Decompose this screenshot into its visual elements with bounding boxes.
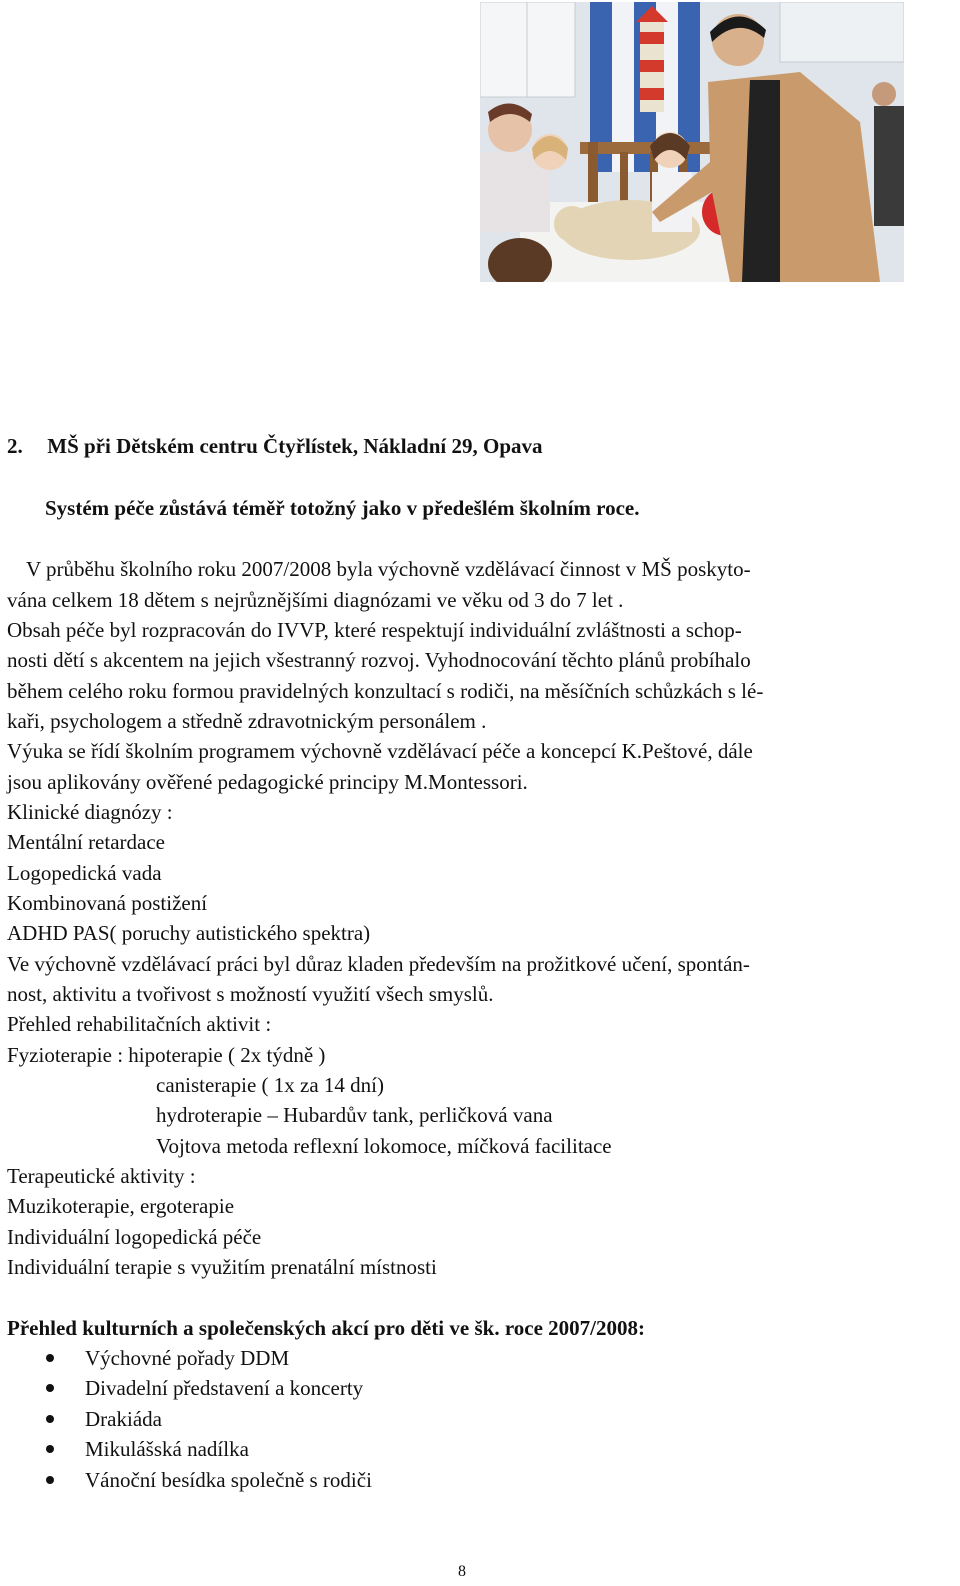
diagnoses-heading: Klinické diagnózy : — [7, 800, 173, 824]
section-heading — [7, 431, 543, 461]
bullet-icon — [46, 1384, 54, 1392]
physiotherapy-line: Fyzioterapie : hipoterapie ( 2x týdně ) — [7, 1043, 326, 1067]
photo-children-therapy — [480, 2, 904, 282]
paragraph-line: během celého roku formou pravidelných konzultací s rodiči, na měsíčních schůzkách s lé- — [7, 679, 764, 703]
paragraph-line: V průběhu školního roku 2007/2008 byla výchovně vzdělávací činnost v MŠ poskyto- — [26, 557, 751, 581]
diagnosis-item: Mentální retardace — [7, 830, 165, 854]
diagnosis-item: Kombinovaná postižení — [7, 891, 208, 915]
diagnosis-item: Logopedická vada — [7, 861, 162, 885]
bullet-icon — [46, 1354, 54, 1362]
list-item-label: Vánoční besídka společně s rodiči — [85, 1468, 372, 1492]
therapy-subline: hydroterapie – Hubardův tank, perličková vana — [156, 1103, 553, 1127]
subheading: Systém péče zůstává téměř totožný jako v předešlém školním roce. — [45, 496, 640, 520]
activity-item: Muzikoterapie, ergoterapie — [7, 1194, 235, 1218]
list-item-label: Divadelní představení a koncerty — [85, 1376, 364, 1400]
paragraph-line: kaři, psychologem a středně zdravotnickým personálem . — [7, 709, 487, 733]
paragraph-line: Ve výchovně vzdělávací práci byl důraz kladen především na prožitkové učení, spontán- — [7, 952, 750, 976]
list-item — [0, 1404, 960, 1434]
list-item-label: Výchovné pořady DDM — [85, 1346, 290, 1370]
rehab-heading: Přehled rehabilitačních aktivit : — [7, 1012, 272, 1036]
paragraph-line: Obsah péče byl rozpracován do IVVP, které respektují individuální zvláštnosti a schop- — [7, 618, 742, 642]
bullet-icon — [46, 1476, 54, 1484]
page-number: 8 — [458, 1563, 466, 1580]
photo-illustration — [480, 2, 904, 282]
activities-heading: Terapeutické aktivity : — [7, 1164, 196, 1188]
section-number: 2. — [7, 434, 23, 458]
list-item-label: Drakiáda — [85, 1407, 162, 1431]
events-heading: Přehled kulturních a společenských akcí pro děti ve šk. roce 2007/2008: — [7, 1316, 645, 1340]
activity-item: Individuální logopedická péče — [7, 1225, 262, 1249]
paragraph-line: nosti dětí s akcentem na jejich všestranný rozvoj. Vyhodnocování těchto plánů probíhalo — [7, 648, 751, 672]
bullet-icon — [46, 1445, 54, 1453]
paragraph-line: vána celkem 18 dětem s nejrůznějšími diagnózami ve věku od 3 do 7 let . — [7, 588, 624, 612]
diagnosis-item: ADHD PAS( poruchy autistického spektra) — [7, 921, 371, 945]
section-title: MŠ při Dětském centru Čtyřlístek, Nákladní 29, Opava — [47, 434, 543, 458]
paragraph-line: nost, aktivitu a tvořivost s možností využití všech smyslů. — [7, 982, 494, 1006]
activity-item: Individuální terapie s využitím prenatální místnosti — [7, 1255, 437, 1279]
paragraph-line: Výuka se řídí školním programem výchovně vzdělávací péče a koncepcí K.Peštové, dále — [7, 739, 753, 763]
list-item — [0, 1434, 960, 1464]
list-item — [0, 1343, 960, 1373]
bullet-icon — [46, 1415, 54, 1423]
therapy-subline: Vojtova metoda reflexní lokomoce, míčková facilitace — [156, 1134, 612, 1158]
paragraph-line: jsou aplikovány ověřené pedagogické principy M.Montessori. — [7, 770, 528, 794]
list-item — [0, 1465, 960, 1495]
list-item-label: Mikulášská nadílka — [85, 1437, 249, 1461]
list-item — [0, 1373, 960, 1403]
therapy-subline: canisterapie ( 1x za 14 dní) — [156, 1073, 384, 1097]
